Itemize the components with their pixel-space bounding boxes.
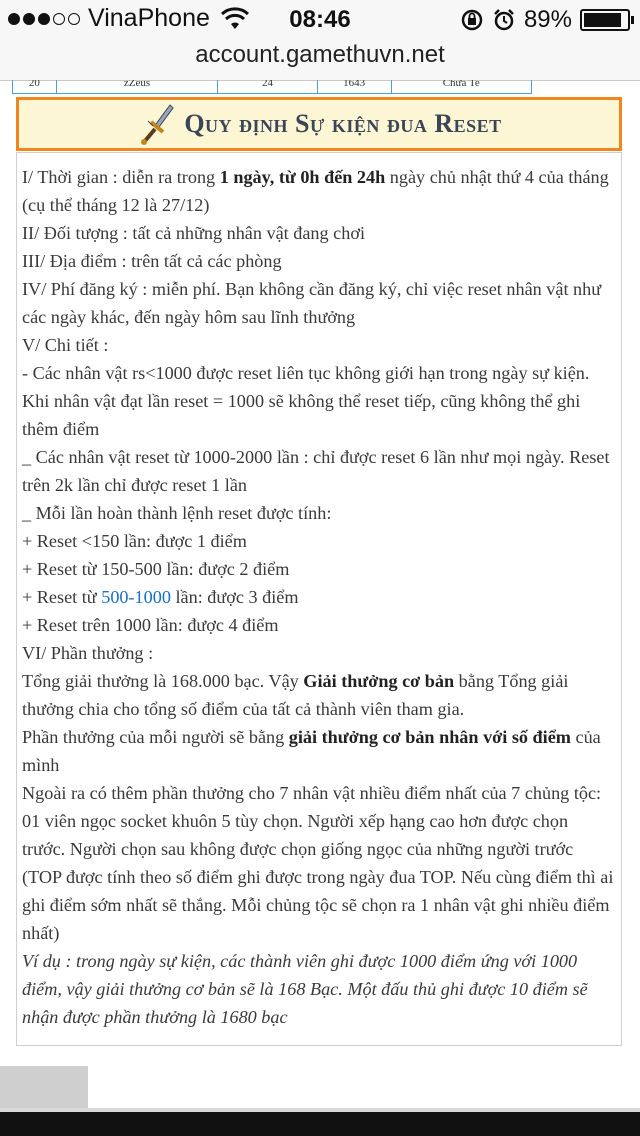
text: Phần thưởng của mỗi người sẽ bằng	[22, 727, 289, 747]
carrier-name: VinaPhone	[88, 4, 210, 32]
table-cell: Chưa Te	[442, 80, 480, 89]
rotation-lock-icon	[460, 8, 484, 32]
paragraph-reward-each	[22, 723, 615, 779]
points-rule-3	[22, 583, 615, 611]
paragraph-reward-total	[22, 667, 615, 723]
paragraph-detail-1: - Các nhân vật rs<1000 được reset liên tục không giới hạn trong ngày sự kiện. Khi nhân vật đạt lần reset = 1000 sẽ không thể reset tiếp, cũng không thể ghi thêm điểm	[22, 363, 590, 439]
table-cell: 1643	[318, 80, 392, 93]
table-cell: zZeus	[57, 80, 218, 93]
points-rule-1: + Reset <150 lần: được 1 điểm	[22, 531, 247, 551]
paragraph-example: Ví dụ : trong ngày sự kiện, các thành viên ghi được 1000 điểm ứng với 1000 điểm, vậy giải thưởng cơ bản sẽ là 168 Bạc. Một đấu thủ ghi được 10 điểm sẽ nhận được phần thưởng là 1680 bạc	[22, 951, 588, 1027]
section-title-box	[16, 97, 622, 151]
status-time: 08:46	[289, 6, 351, 33]
paragraph-fee: IV/ Phí đăng ký : miễn phí. Bạn không cần đăng ký, chỉ việc reset nhân vật như các ngày khác, đến ngày hôm sau lĩnh thưởng	[22, 279, 602, 327]
paragraph-details-heading: V/ Chi tiết :	[22, 335, 109, 355]
paragraph-target: II/ Đối tượng : tất cả những nhân vật đang chơi	[22, 223, 366, 243]
range-link[interactable]: 500-1000	[101, 587, 171, 607]
url-bar[interactable]	[0, 40, 640, 81]
text: + Reset từ	[22, 587, 102, 607]
points-rule-2: + Reset từ 150-500 lần: được 2 điểm	[22, 559, 290, 579]
rules-content	[16, 152, 622, 1046]
bold-text: Giải thưởng cơ bản	[303, 671, 455, 691]
text: bằng Tổng giải thưởng chia cho tổng số điểm của tất cả thành viên tham gia.	[22, 671, 569, 719]
paragraph-time	[22, 163, 615, 219]
paragraph-detail-2: _ Các nhân vật reset từ 1000-2000 lần : chỉ được reset 6 lần như mọi ngày. Reset trên 2k lần chỉ được reset 1 lần	[22, 447, 610, 495]
url-text[interactable]: account.gamethuvn.net	[195, 41, 445, 68]
battery-icon	[580, 9, 630, 31]
browser-toolbar	[0, 1112, 640, 1136]
paragraph-location: III/ Địa điểm : trên tất cả các phòng	[22, 251, 282, 271]
alarm-icon	[492, 8, 516, 32]
text: của mình	[22, 727, 601, 775]
horizontal-scrollbar[interactable]	[0, 1066, 88, 1108]
paragraph-detail-3: _ Mỗi lần hoàn thành lệnh reset được tính:	[22, 503, 332, 523]
table-row	[12, 80, 532, 94]
page-title: Quy định Sự kiện đua Reset	[184, 109, 502, 138]
text: I/ Thời gian : diễn ra trong	[22, 167, 220, 187]
battery-level	[584, 13, 621, 27]
table-cell: 24	[218, 80, 318, 93]
text: ngày chủ nhật thứ 4 của tháng (cụ thể tháng 12 là 27/12)	[22, 167, 609, 215]
text: lần: được 3 điểm	[170, 587, 299, 607]
bold-text: giải thưởng cơ bản nhân với số điểm	[288, 727, 571, 747]
bold-text: 1 ngày, từ 0h đến 24h	[219, 167, 386, 187]
paragraph-extra-reward: Ngoài ra có thêm phần thưởng cho 7 nhân vật nhiều điểm nhất của 7 chủng tộc: 01 viên ngọc socket khuôn 5 tùy chọn. Người xếp hạng cao hơn được chọn trước. Người chọn sau không được chọn giống ngọc của những người trước (TOP được tính theo số điểm ghi được trong ngày đua TOP. Nếu cùng điểm thì ai ghi điểm sớm nhất sẽ thắng. Mỗi chủng tộc sẽ chọn ra 1 nhân vật ghi nhiều điểm nhất)	[22, 783, 614, 943]
table-cell: 20	[13, 80, 57, 93]
text: Tổng giải thưởng là 168.000 bạc. Vậy	[22, 671, 304, 691]
paragraph-reward-heading: VI/ Phần thưởng :	[22, 643, 154, 663]
battery-percentage: 89%	[523, 6, 572, 33]
sword-icon	[136, 102, 176, 146]
points-rule-4: + Reset trên 1000 lần: được 4 điểm	[22, 615, 279, 635]
status-bar	[0, 0, 640, 40]
